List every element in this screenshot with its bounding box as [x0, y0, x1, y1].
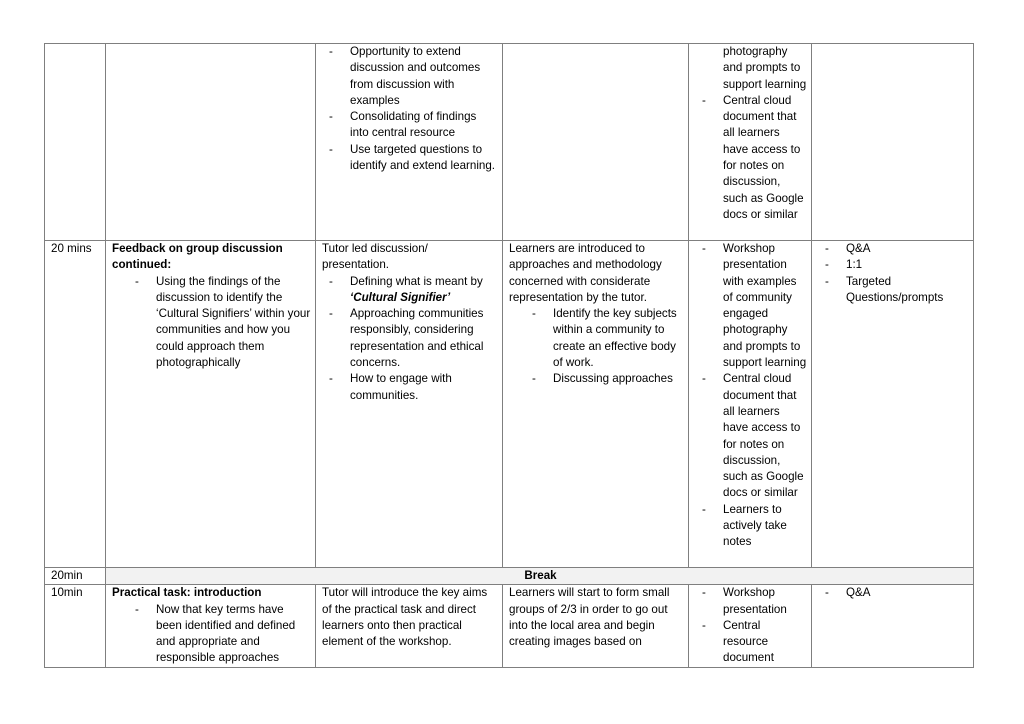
list-item: - Approaching communities responsibly, considering representation and ethical concerns.: [350, 306, 498, 371]
list-item: - Central cloud document that all learners have access to for notes on discussion, such as Google docs or similar: [723, 93, 807, 223]
assessment-cell: [812, 44, 974, 241]
list-item: - Now that key terms have been identified and defined and appropriate and responsible approaches: [156, 602, 311, 667]
resources-list: [695, 241, 807, 551]
resources-list: [695, 585, 807, 666]
assessment-list: [818, 241, 969, 306]
list-item: - Central cloud document that all learners have access to for notes on discussion, such as Google docs or similar: [723, 371, 807, 501]
learner-list: [509, 306, 684, 387]
list-item: - Q&A: [846, 241, 969, 257]
lesson-plan-table: [44, 43, 974, 668]
list-item: - Opportunity to extend discussion and outcomes from discussion with examples: [350, 44, 498, 109]
list-item: - Consolidating of findings into central resource: [350, 109, 498, 142]
list-item: - Central resource document: [723, 618, 807, 667]
list-item: - Workshop presentation: [723, 585, 807, 618]
tutor-list: [322, 44, 498, 174]
table-row: [45, 585, 974, 667]
assessment-cell: [812, 241, 974, 568]
list-item-text: Defining what is meant by: [350, 274, 483, 288]
tutor-cell: [316, 241, 503, 568]
time-cell: 20 mins: [45, 241, 106, 568]
list-item: - Learners to actively take notes: [723, 502, 807, 551]
list-item: - Targeted Questions/prompts: [846, 274, 969, 307]
time-cell: [45, 44, 106, 241]
emphasis-term: ‘Cultural Signifier’: [350, 290, 451, 304]
time-cell: 10min: [45, 585, 106, 667]
resources-cell: [689, 241, 812, 568]
break-label: Break: [106, 568, 974, 585]
tutor-cell: [316, 44, 503, 241]
list-item: - 1:1: [846, 257, 969, 273]
list-item: - How to engage with communities.: [350, 371, 498, 404]
activity-title: Feedback on group discussion continued:: [112, 242, 283, 272]
table-row: [45, 241, 974, 568]
learner-cell: Learners will start to form small groups of 2/3 in order to go out into the local area and begin creating images based on: [503, 585, 689, 667]
activity-cell: [106, 585, 316, 667]
list-item: - Workshop presentation with examples of community engaged photography and prompts to support learning: [723, 241, 807, 371]
tutor-cell: Tutor will introduce the key aims of the practical task and direct learners onto then practical element of the workshop.: [316, 585, 503, 667]
activity-cell: [106, 241, 316, 568]
learner-cell: [503, 241, 689, 568]
learner-cell: [503, 44, 689, 241]
list-item: - Discussing approaches: [553, 371, 684, 387]
resources-list: [695, 44, 807, 223]
list-item: [350, 274, 498, 307]
assessment-cell: [812, 585, 974, 667]
table-row: [45, 44, 974, 241]
list-item: - Using the findings of the discussion to identify the ‘Cultural Signifiers’ within your communities and how you could approach them photographically: [156, 274, 311, 372]
assessment-list: [818, 585, 969, 601]
resources-cell: [689, 44, 812, 241]
activity-title: Practical task: introduction: [112, 586, 262, 600]
learner-text: Learners are introduced to approaches and methodology concerned with considerate representation by the tutor.: [509, 242, 662, 304]
list-item-continuation: photography and prompts to support learning: [723, 45, 807, 91]
tutor-intro: Tutor led discussion/ presentation.: [322, 242, 428, 272]
table-row-break: [45, 568, 974, 585]
time-cell: 20min: [45, 568, 106, 585]
tutor-list: [322, 274, 498, 404]
activity-cell: [106, 44, 316, 241]
activity-list: [112, 274, 311, 372]
list-item: - Use targeted questions to identify and extend learning.: [350, 142, 498, 175]
list-item: - Identify the key subjects within a community to create an effective body of work.: [553, 306, 684, 371]
activity-list: [112, 602, 311, 667]
resources-cell: [689, 585, 812, 667]
list-item: - Q&A: [846, 585, 969, 601]
